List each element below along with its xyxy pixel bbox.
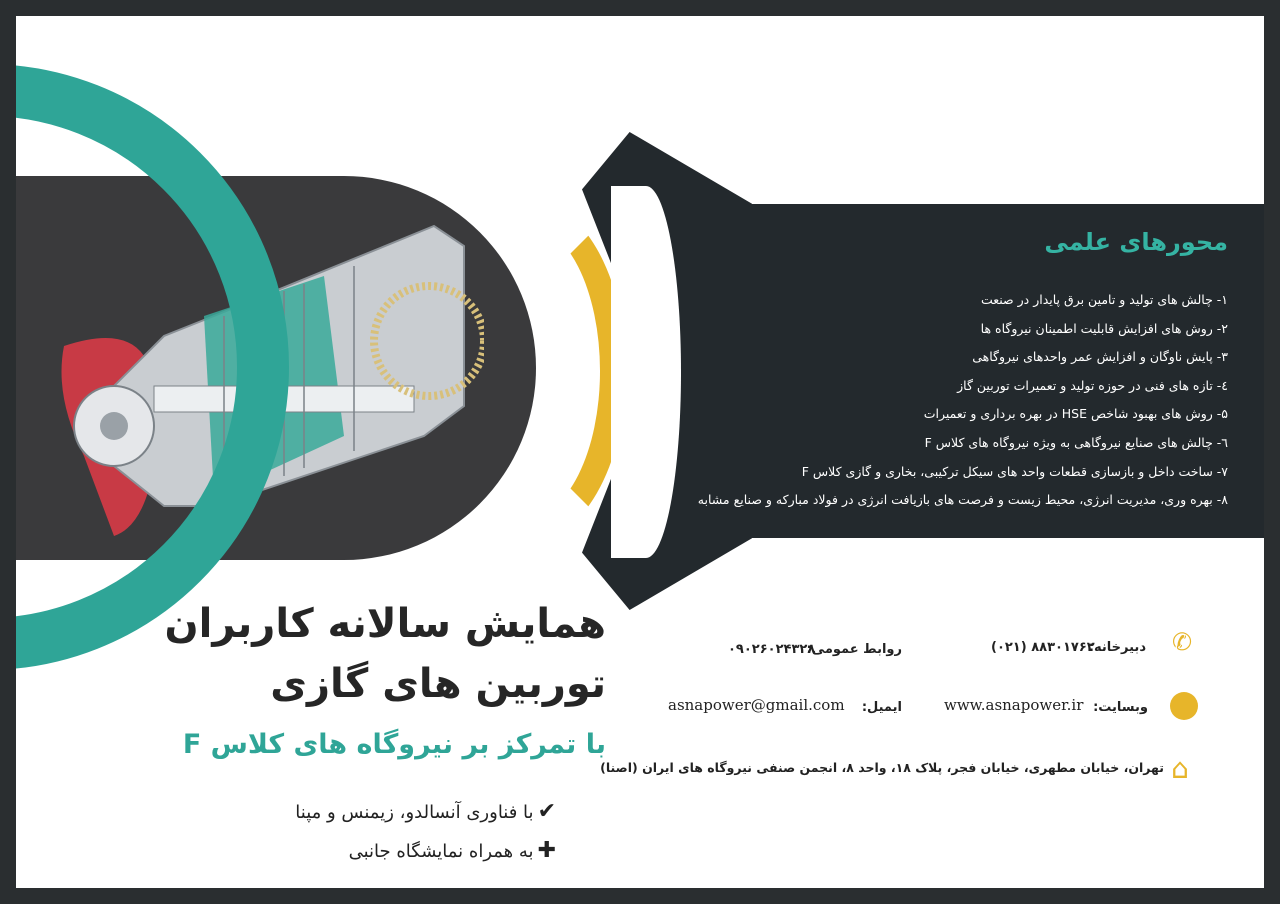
topic-item: ۵- روش های بهبود شاخص HSE در بهره برداری و تعمیرات bbox=[923, 406, 1228, 422]
address-text: تهران، خیابان مطهری، خیابان فجر، پلاک ۱۸، واحد ۸، انجمن صنفی نیروگاه های ایران (اصنا) bbox=[600, 760, 1164, 775]
secretariat-phone[interactable]: (۰۲۱) ۸۸۳۰۱۷۶۲ bbox=[991, 640, 1095, 655]
topic-item: ۸- بهره وری، مدیریت انرژی، محیط زیست و فرصت های بازیافت انرژی در فولاد مبارکه و صنایع مشابه bbox=[697, 492, 1228, 508]
topics-title: محورهای علمی bbox=[1044, 228, 1228, 256]
phone-icon: ✆ bbox=[1171, 628, 1193, 656]
topic-item: ٦- چالش های صنایع نیروگاهی به ویژه نیروگاه های کلاس F bbox=[924, 434, 1228, 450]
topic-item: ٤- تازه های فنی در حوزه تولید و تعمیرات توربین گاز bbox=[957, 377, 1228, 393]
email-label: ایمیل: bbox=[861, 700, 902, 715]
pr-label: روابط عمومی: bbox=[806, 642, 902, 657]
website-link[interactable]: www.asnapower.ir bbox=[944, 696, 1084, 714]
topic-item: ۲- روش های افزایش قابلیت اطمینان نیروگاه ها bbox=[980, 320, 1228, 336]
feature-text: به همراه نمایشگاه جانبی bbox=[348, 841, 534, 862]
feature-exhibition bbox=[196, 838, 556, 863]
plus-icon: ✚ bbox=[537, 838, 556, 863]
pr-phone[interactable]: ۰۹۰۲۶۰۲۴۳۲۸ bbox=[728, 642, 816, 657]
topic-item: ۷- ساخت داخل و بازسازی قطعات واحد های سیکل ترکیبی، بخاری و گازی کلاس F bbox=[801, 463, 1228, 479]
globe-icon bbox=[1170, 692, 1198, 720]
secretariat-label: دبیرخانه: bbox=[1088, 640, 1146, 655]
teal-arc bbox=[16, 64, 289, 670]
feature-technology bbox=[196, 799, 556, 824]
topic-item: ۳- پایش ناوگان و افزایش عمر واحدهای نیروگاهی bbox=[972, 349, 1228, 365]
home-icon: ⌂ bbox=[1171, 751, 1189, 785]
website-label: وبسایت: bbox=[1093, 700, 1148, 715]
checkmark-icon: ✔ bbox=[537, 799, 556, 824]
feature-text: با فناوری آنسالدو، زیمنس و مپنا bbox=[295, 802, 534, 823]
poster bbox=[16, 16, 1264, 888]
headline-line1: همایش سالانه کاربران bbox=[164, 601, 606, 647]
email-link[interactable]: asnapower@gmail.com bbox=[668, 696, 845, 714]
headline-subtitle: با تمرکز بر نیروگاه های کلاس F bbox=[182, 729, 606, 760]
topics-list bbox=[668, 286, 1228, 515]
headline-line2: توربین های گازی bbox=[270, 661, 606, 707]
topic-item: ۱- چالش های تولید و تامین برق پایدار در صنعت bbox=[980, 292, 1228, 307]
